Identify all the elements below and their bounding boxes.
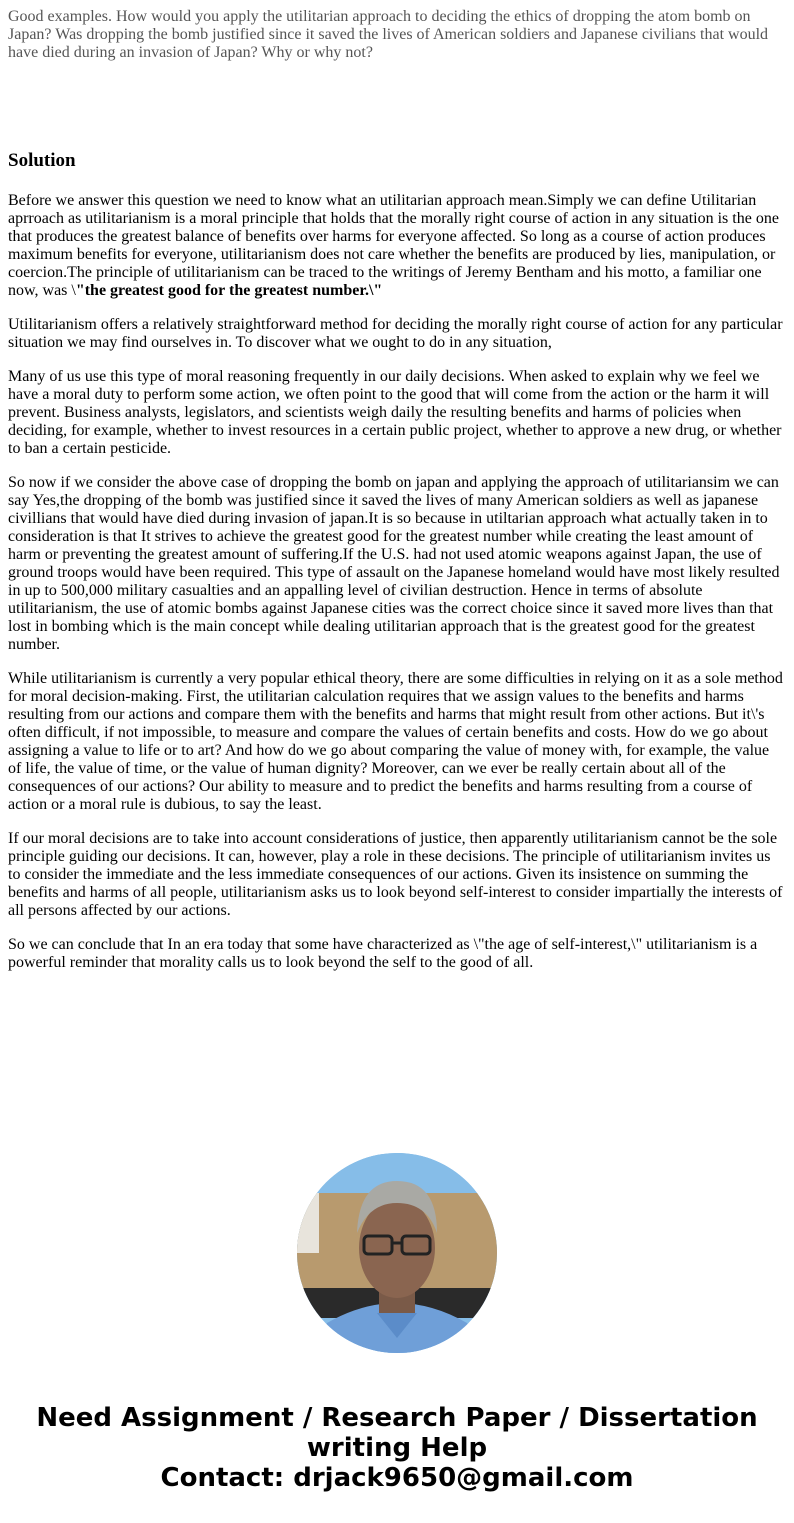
paragraph: Utilitarianism offers a relatively straightforward method for deciding the morally right course of action for any particular situation we may find ourselves in. To discover what we ought to do in any situation, [8,316,783,351]
paragraph: So now if we consider the above case of dropping the bomb on japan and applying the approach of utilitariansim we can say Yes,the dropping of the bomb was justified since it saved the lives of many American soldiers as well as japanese civillians that would have died during invasion of japan.It is so because in utiltarian approach what actually taken in to consideration is that It strives to achieve the greatest good for the greatest number while creating the least amount of harm or preventing the greatest amount of suffering.If the U.S. had not used atomic weapons against Japan, the use of ground troops would have been required. This type of assault on the Japanese homeland would have most likely resulted in up to 500,000 military casualties and an appalling level of civilian destruction. Hence in terms of absolute utilitarianism, the use of atomic bombs against Japanese cities was the correct choice since it saved more lives than that lost in bombing which is the main concept while dealing utilitarian approach that is the greatest good for the greatest number. [8,474,780,653]
paragraph-definition [8,192,786,300]
person-photo-icon [297,1153,497,1353]
paragraph-text: Before we answer this question we need to know what an utilitarian approach mean.Simply we can define Utilitarian aprroach as utilitarianism is a moral principle that holds that the morally right course of action in any situation is the one that produces the greatest balance of benefits over harms for everyone affected. So long as a course of action produces maximum benefits for everyone, utilitarianism does not care whether the benefits are produced by lies, manipulation, or coercion.The principle of utilitarianism can be traced to the writings of Jeremy Bentham and his motto, a familiar one now, was \ [8,192,779,299]
motto-bold: "the greatest good for the greatest number.\" [75,282,383,299]
paragraph: If our moral decisions are to take into account considerations of justice, then apparently utilitarianism cannot be the sole principle guiding our decisions. It can, however, play a role in these decisions. The principle of utilitarianism invites us to consider the immediate and the less immediate consequences of our actions. Given its insistence on summing the benefits and harms of all people, utilitarianism asks us to look beyond self-interest to consider impartially the interests of all persons affected by our actions. [8,830,783,919]
paragraph: Many of us use this type of moral reasoning frequently in our daily decisions. When asked to explain why we feel we have a moral duty to perform some action, we often point to the good that will come from the action or the harm it will prevent. Business analysts, legislators, and scientists weigh daily the resulting benefits and harms of policies when deciding, for example, whether to invest resources in a certain public project, whether to approve a new drug, or whether to ban a certain pesticide. [8,368,782,457]
footer-line: Need Assignment / Research Paper / Dissertation [36,1403,758,1433]
paragraph: So we can conclude that In an era today that some have characterized as \"the age of self-interest,\" utilitarianism is a powerful reminder that morality calls us to look beyond the self to the good of all. [8,936,758,971]
author-avatar [297,1153,497,1353]
contact-email: Contact: drjack9650@gmail.com [160,1463,634,1493]
paragraph: While utilitarianism is currently a very popular ethical theory, there are some difficulties in relying on it as a sole method for moral decision-making. First, the utilitarian calculation requires that we assign values to the benefits and harms resulting from our actions and compare them with the benefits and harms that might result from other actions. But it\'s often difficult, if not impossible, to measure and compare the values of certain benefits and costs. How do we go about assigning a value to life or to art? And how do we go about comparing the value of money with, for example, the value of life, the value of time, or the value of human dignity? Moreover, can we ever be really certain about all of the consequences of our actions? Our ability to measure and to predict the benefits and harms resulting from a course of action or a moral rule is dubious, to say the least. [8,670,783,813]
contact-banner [0,1403,794,1493]
solution-heading: Solution [8,150,76,171]
question-text: Good examples. How would you apply the utilitarian approach to deciding the ethics of dropping the atom bomb on Japan? Was dropping the bomb justified since it saved the lives of American soldiers and Japanese civilians that would have died during an invasion of Japan? Why or why not? [8,8,769,61]
footer-line: writing Help [306,1433,488,1463]
